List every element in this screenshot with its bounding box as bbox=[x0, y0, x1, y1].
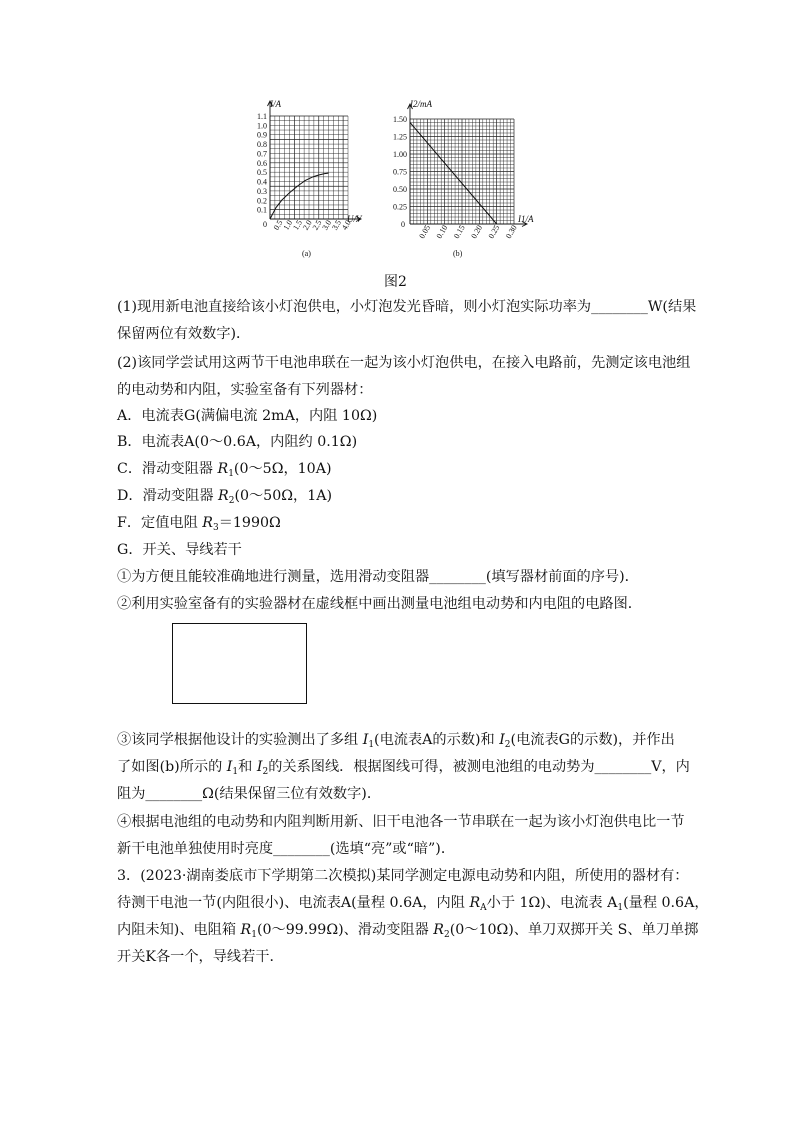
graph-b-xtick-label: 0.05 bbox=[417, 223, 433, 241]
graph-a-ytick-label: 0.7 bbox=[257, 149, 267, 159]
option-a: A．电流表G(满偏电流 2mA，内阻 10Ω) bbox=[117, 408, 378, 424]
option-f: F．定值电阻 $R_3=1990\Omega$ bbox=[117, 515, 281, 533]
graph-b-xtick-label: 0.30 bbox=[503, 223, 519, 241]
ylabel-a: I/A bbox=[270, 99, 281, 109]
option-g: G．开关、导线若干 bbox=[117, 542, 242, 558]
graph-a-xtick-label: 1.5 bbox=[291, 218, 304, 232]
graph-a-ytick-label: 0.4 bbox=[257, 177, 267, 187]
xlabel-b: I1/A bbox=[518, 214, 534, 224]
graph-b-ytick-label: 1.25 bbox=[393, 132, 407, 142]
graph-a-ytick-label: 1.0 bbox=[257, 121, 267, 131]
sub-question-4-line2: 新干电池单独使用时亮度________(选填“亮”或“暗”)． bbox=[117, 841, 456, 857]
graph-a-xtick-label: 0.5 bbox=[271, 218, 285, 232]
figure-caption: 图2 bbox=[384, 274, 407, 290]
figure-svg bbox=[250, 96, 540, 266]
graph-a-ytick-label: 0.5 bbox=[257, 168, 267, 178]
q1-line1: (1)现用新电池直接给该小灯泡供电，小灯泡发光昏暗，则小灯泡实际功率为________W(结果 bbox=[117, 299, 697, 315]
sub-question-3-line1: ③该同学根据他设计的实验测出了多组 $I_1$(电流表A的示数)和 $I_2$(电流表G的示数)，并作出 bbox=[117, 732, 675, 750]
graph-a-ytick-label: 0.3 bbox=[257, 186, 267, 196]
graph-a-ytick-label: 0.6 bbox=[257, 158, 267, 168]
graph-a-xtick-label: 3.0 bbox=[320, 218, 334, 232]
figure-2 bbox=[250, 96, 540, 266]
graph-a-xtick-label: 2.5 bbox=[310, 218, 324, 232]
graph-a-xtick-label: 2.0 bbox=[300, 218, 314, 232]
graph-b-ytick-label: 1.00 bbox=[393, 150, 407, 159]
sub-question-1: ①为方便且能较准确地进行测量，选用滑动变阻器________(填写器材前面的序号)． bbox=[117, 569, 639, 585]
graph-a-ytick-label: 0.9 bbox=[257, 130, 267, 140]
option-c: C．滑动变阻器 $R_1(0\sim 5\Omega$，10A) bbox=[117, 461, 332, 479]
q3-line3: 内阻未知)、电阻箱 $R_1(0\sim 99.99\Omega)$、滑动变阻器 $R_2(0\sim 10\Omega)$、单刀双掷开关 S、单刀单掷 bbox=[117, 922, 699, 940]
graph-b-xtick-label: 0.10 bbox=[434, 223, 450, 241]
ylabel-b: I2/mA bbox=[410, 99, 432, 109]
q3-line4: 开关K各一个，导线若干． bbox=[117, 949, 284, 965]
q2-intro-line2: 的电动势和内阻，实验室备有下列器材： bbox=[117, 382, 373, 398]
graph-a-xtick-label: 3.5 bbox=[330, 218, 343, 232]
circuit-diagram-box bbox=[172, 623, 307, 704]
sub-question-3-line2: 了如图(b)所示的 $I_1$和 $I_2$的关系图线．根据图线可得，被测电池组的电动势为________V，内 bbox=[117, 759, 690, 777]
q1-line2: 保留两位有效数字)． bbox=[117, 326, 251, 342]
panel-label-b: (b) bbox=[453, 249, 463, 258]
series-b bbox=[410, 123, 497, 225]
graph-a-xtick-label: 4.0 bbox=[339, 218, 353, 232]
graph-b-series-line bbox=[410, 123, 497, 225]
graph-a-ytick-label: 0.2 bbox=[257, 196, 267, 206]
origin-b: 0 bbox=[401, 220, 405, 229]
panel-label-a: (a) bbox=[302, 249, 311, 258]
grid-a bbox=[268, 101, 362, 222]
graph-b-ytick-label: 1.50 bbox=[393, 115, 407, 124]
graph-b-xtick-label: 0.15 bbox=[451, 223, 467, 241]
graph-a-xtick-label: 1.0 bbox=[281, 218, 295, 232]
q3-line1: 3．(2023·湖南娄底市下学期第二次模拟)某同学测定电源电动势和内阻，所使用的器材有： bbox=[117, 868, 689, 884]
option-d: D．滑动变阻器 $R_2(0\sim 50\Omega$，1A) bbox=[117, 488, 332, 506]
graph-b-ytick-label: 0.25 bbox=[393, 202, 407, 212]
graph-a-ytick-label: 1.1 bbox=[257, 112, 267, 121]
graph-b-xtick-label: 0.25 bbox=[486, 223, 502, 241]
graph-a-ytick-label: 0.8 bbox=[257, 140, 267, 150]
q3-line2: 待测干电池一节(内阻很小)、电流表A(量程 0.6A，内阻 $R_A$小于 1Ω)、电流表 $A_1$(量程 0.6A， bbox=[117, 895, 709, 913]
graph-b bbox=[393, 99, 534, 258]
xlabel-a: U/V bbox=[347, 214, 362, 224]
graph-b-ytick-label: 0.50 bbox=[393, 185, 407, 194]
grid-b bbox=[408, 104, 528, 227]
sub-question-3-line3: 阻为________Ω(结果保留三位有效数字)． bbox=[117, 786, 382, 802]
q2-intro-line1: (2)该同学尝试用这两节干电池串联在一起为该小灯泡供电，在接入电路前，先测定该电池组 bbox=[117, 355, 691, 371]
ticks-b bbox=[393, 115, 519, 240]
graph-a-ytick-label: 0.1 bbox=[257, 205, 267, 215]
sub-question-4-line1: ④根据电池组的电动势和内阻判断用新、旧干电池各一节串联在一起为该小灯泡供电比一节 bbox=[117, 814, 685, 830]
graph-b-xtick-label: 0.20 bbox=[469, 223, 485, 241]
sub-question-2: ②利用实验室备有的实验器材在虚线框中画出测量电池组电动势和内电阻的电路图． bbox=[117, 596, 642, 612]
graph-a bbox=[257, 99, 363, 258]
option-b: B．电流表A(0～0.6A，内阻约 0.1Ω) bbox=[117, 434, 358, 450]
graph-b-ytick-label: 0.75 bbox=[393, 167, 407, 177]
origin-a: 0 bbox=[263, 220, 267, 229]
